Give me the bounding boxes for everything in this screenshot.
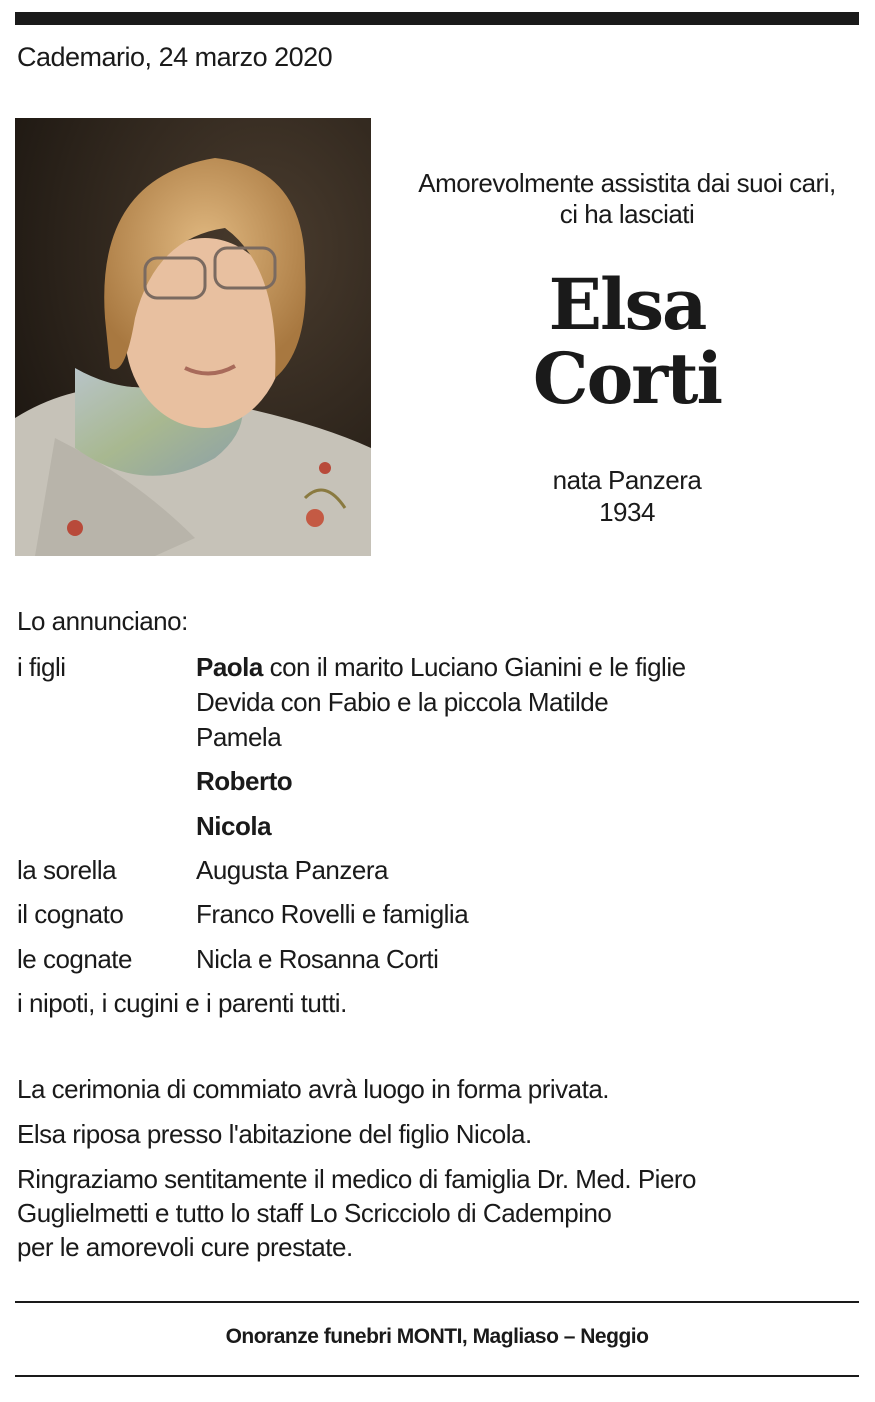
other-relatives: i nipoti, i cugini e i parenti tutti. — [17, 988, 347, 1018]
last-name: Corti — [532, 337, 722, 420]
thanks-line-3: per le amorevoli cure prestate. — [17, 1232, 353, 1262]
sisters-in-law-label: le cognate — [17, 944, 132, 974]
thanks-line-1: Ringraziamo sentitamente il medico di famiglia Dr. Med. Piero — [17, 1164, 697, 1194]
funeral-home: Onoranze funebri MONTI, Magliaso – Neggio — [225, 1325, 649, 1348]
portrait-photo — [15, 118, 371, 556]
closing-text — [17, 1072, 696, 1264]
intro-line-2: ci ha lasciati — [559, 199, 695, 229]
brother-in-law-label: il cognato — [17, 899, 124, 929]
child-2-name: Roberto — [196, 766, 293, 796]
footer-bottom-rule — [15, 1375, 859, 1377]
place-date: Cademario, 24 marzo 2020 — [17, 42, 333, 72]
thanks-line-2: Guglielmetti e tutto lo staff Lo Scricciolo di Cadempino — [17, 1198, 612, 1228]
child-1-name: Paola — [196, 652, 263, 682]
children-label: i figli — [17, 652, 66, 682]
notice-header — [392, 168, 862, 528]
announce-label: Lo annunciano: — [17, 606, 188, 636]
maiden-name: nata Panzera — [552, 465, 702, 495]
resting-note: Elsa riposa presso l'abitazione del figlio Nicola. — [17, 1119, 532, 1149]
sister-label: la sorella — [17, 855, 117, 885]
birth-info — [392, 464, 862, 528]
footer-top-rule — [15, 1301, 859, 1303]
ceremony-note: La cerimonia di commiato avrà luogo in forma privata. — [17, 1074, 610, 1104]
child-1-line-2: Devida con Fabio e la piccola Matilde — [196, 687, 609, 717]
deceased-name — [392, 263, 862, 420]
top-rule — [15, 12, 859, 25]
first-name: Elsa — [548, 263, 706, 346]
birth-year: 1934 — [599, 497, 655, 527]
thanks-note — [17, 1162, 696, 1264]
child-1-detail: con il marito Luciano Gianini e le figlie — [262, 652, 686, 682]
sister-names: Augusta Panzera — [196, 855, 388, 885]
child-1-line-3: Pamela — [196, 722, 282, 752]
intro-line-1: Amorevolmente assistita dai suoi cari, — [418, 168, 836, 198]
child-1 — [196, 650, 686, 755]
brother-in-law-names: Franco Rovelli e famiglia — [196, 899, 469, 929]
sisters-in-law-names: Nicla e Rosanna Corti — [196, 944, 439, 974]
child-3-name: Nicola — [196, 811, 272, 841]
